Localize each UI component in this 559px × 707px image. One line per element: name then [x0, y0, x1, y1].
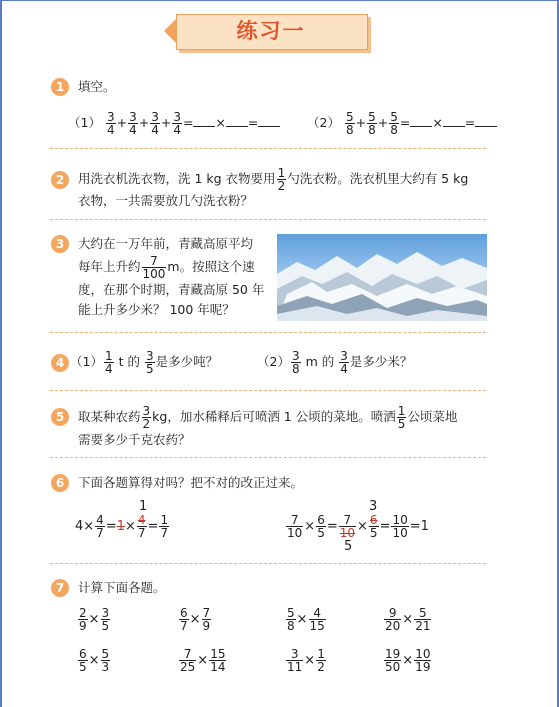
divider	[50, 148, 486, 149]
fraction: $\frac{10}{10}$	[392, 513, 408, 540]
fraction: $\frac{7}{100}$	[142, 254, 166, 281]
question-number-5: 5	[51, 408, 69, 426]
fraction: $\frac{2}{9}$	[79, 606, 87, 633]
answer-blank[interactable]	[410, 114, 432, 127]
question-number-6: 6	[51, 474, 69, 492]
fraction: $\frac{4}{7}$	[137, 513, 146, 540]
fraction: $\frac{3}{2}$	[142, 404, 151, 431]
fraction: $\frac{3}{5}$	[101, 606, 110, 633]
fraction: $\frac{1}{2}$	[317, 647, 325, 674]
fraction: $\frac{7}{9}$	[202, 606, 211, 633]
q7-problem: $\frac{6}{5}$ × $\frac{5}{3}$	[79, 647, 110, 674]
fraction: $\frac{1}{5}$	[397, 404, 406, 431]
fraction: $\frac{3}{11}$	[287, 647, 303, 674]
fraction: $\frac{3}{5}$	[145, 349, 154, 376]
q1-label: 填空。	[78, 79, 116, 94]
q7-label: 计算下面各题。	[78, 580, 166, 595]
q7-problem: $\frac{19}{50}$ × $\frac{10}{19}$	[385, 647, 431, 674]
answer-blank[interactable]	[443, 114, 465, 127]
divider	[50, 219, 486, 220]
divider	[50, 332, 486, 333]
q7-problem: $\frac{7}{25}$ × $\frac{15}{14}$	[180, 647, 226, 674]
fraction: $\frac{3}{4}$	[151, 110, 159, 137]
q1-part1: （1） $\frac{3}{4}$ + $\frac{3}{4}$ + $\frac{3}{4}$ + $\frac{3}{4}$ = × =	[68, 107, 280, 139]
q2-line2: 衣物，一共需要放几勺洗衣粉？	[78, 193, 254, 208]
q2-line1: 用洗衣机洗衣物，洗 1 kg 衣物要用 $\frac{1}{2}$ 勺洗衣粉。洗衣机里大约有 5 kg	[78, 166, 469, 193]
reduction-mark: 5	[344, 539, 353, 554]
q6-expression-2: $\frac{7}{10}$ × $\frac{6}{5}$ = $\frac{7}{10}$ × $\frac{6}{5}$ = $\frac{10}{10}$ =1	[287, 513, 429, 540]
q4-part1: （1） $\frac{1}{4}$ t 的 $\frac{3}{5}$ 是多少吨？	[70, 349, 219, 376]
answer-blank[interactable]	[193, 114, 215, 127]
fraction: $\frac{7}{10}$	[287, 513, 303, 540]
fraction: $\frac{3}{4}$	[173, 110, 181, 137]
fraction: $\frac{5}{21}$	[415, 606, 431, 633]
q6-expression-1: 4× $\frac{4}{7}$ =1× $\frac{4}{7}$ = $\frac{1}{7}$	[75, 513, 169, 540]
q3-line3: 度，在那个时期，青藏高原 50 年	[78, 282, 265, 297]
fraction: $\frac{10}{19}$	[415, 647, 431, 674]
q7-problem: $\frac{5}{8}$ × $\frac{4}{15}$	[287, 606, 325, 633]
fraction: $\frac{15}{14}$	[210, 647, 226, 674]
question-number-3: 3	[51, 235, 69, 253]
q4-part2: （2） $\frac{3}{8}$ m 的 $\frac{3}{4}$ 是多少米？	[257, 349, 413, 376]
fraction: $\frac{6}{7}$	[180, 606, 188, 633]
q7-problem: $\frac{3}{11}$ × $\frac{1}{2}$	[287, 647, 325, 674]
fraction: $\frac{3}{4}$	[129, 110, 137, 137]
q7-problem: $\frac{6}{7}$ × $\frac{7}{9}$	[180, 606, 211, 633]
question-number-2: 2	[51, 171, 69, 189]
fraction: $\frac{7}{10}$	[339, 513, 356, 540]
question-number-4: 4	[51, 354, 69, 372]
fraction: $\frac{19}{50}$	[385, 647, 401, 674]
answer-blank[interactable]	[258, 114, 280, 127]
page-title: 练习一	[236, 19, 306, 43]
fraction: $\frac{4}{7}$	[96, 513, 104, 540]
q5-line2: 需要多少千克农药？	[78, 432, 191, 447]
fraction: $\frac{6}{5}$	[317, 513, 325, 540]
fraction: $\frac{3}{4}$	[340, 349, 348, 376]
q1-part2: （2） $\frac{5}{8}$ + $\frac{5}{8}$ + $\frac{5}{8}$ = × =	[307, 107, 497, 139]
snow-mountains-image	[277, 234, 487, 321]
reduction-mark: 1	[139, 499, 148, 514]
divider	[50, 457, 486, 458]
divider	[50, 390, 486, 391]
fraction: $\frac{5}{8}$	[368, 110, 376, 137]
fraction: $\frac{5}{3}$	[101, 647, 110, 674]
question-number-1: 1	[51, 78, 69, 96]
q7-problem: $\frac{2}{9}$ × $\frac{3}{5}$	[79, 606, 110, 633]
fraction: $\frac{9}{20}$	[385, 606, 401, 633]
cancelled-number: 1	[116, 519, 125, 534]
q5-line1: 取某种农药 $\frac{3}{2}$ kg，加水稀释后可喷洒 1 公顷的菜地。喷洒 $\frac{1}{5}$ 公顷菜地	[78, 404, 458, 431]
answer-blank[interactable]	[475, 114, 497, 127]
question-number-7: 7	[51, 579, 69, 597]
q3-line4: 能上升多少米？ 100 年呢？	[78, 302, 235, 317]
fraction: $\frac{6}{5}$	[79, 647, 87, 674]
title-banner	[164, 11, 374, 51]
fraction: $\frac{3}{8}$	[291, 349, 300, 376]
q3-line1: 大约在一万年前，青藏高原平均	[78, 236, 254, 251]
fraction: $\frac{3}{4}$	[106, 110, 115, 137]
q6-label: 下面各题算得对吗？把不对的改正过来。	[78, 475, 304, 490]
reduction-mark: 3	[369, 499, 378, 514]
fraction: $\frac{5}{8}$	[345, 110, 354, 137]
answer-blank[interactable]	[226, 114, 248, 127]
fraction: $\frac{5}{8}$	[287, 606, 295, 633]
fraction: $\frac{6}{5}$	[369, 513, 378, 540]
fraction: $\frac{1}{4}$	[104, 349, 113, 376]
fraction: $\frac{1}{2}$	[277, 166, 286, 193]
q7-problem: $\frac{9}{20}$ × $\frac{5}{21}$	[385, 606, 431, 633]
divider	[50, 563, 486, 564]
q3-line2: 每年上升约 $\frac{7}{100}$ m。按照这个速	[78, 254, 255, 281]
plateau-photo	[277, 234, 487, 321]
fraction: $\frac{7}{25}$	[180, 647, 196, 674]
fraction: $\frac{1}{7}$	[160, 513, 169, 540]
fraction: $\frac{4}{15}$	[309, 606, 325, 633]
fraction: $\frac{5}{8}$	[390, 110, 398, 137]
